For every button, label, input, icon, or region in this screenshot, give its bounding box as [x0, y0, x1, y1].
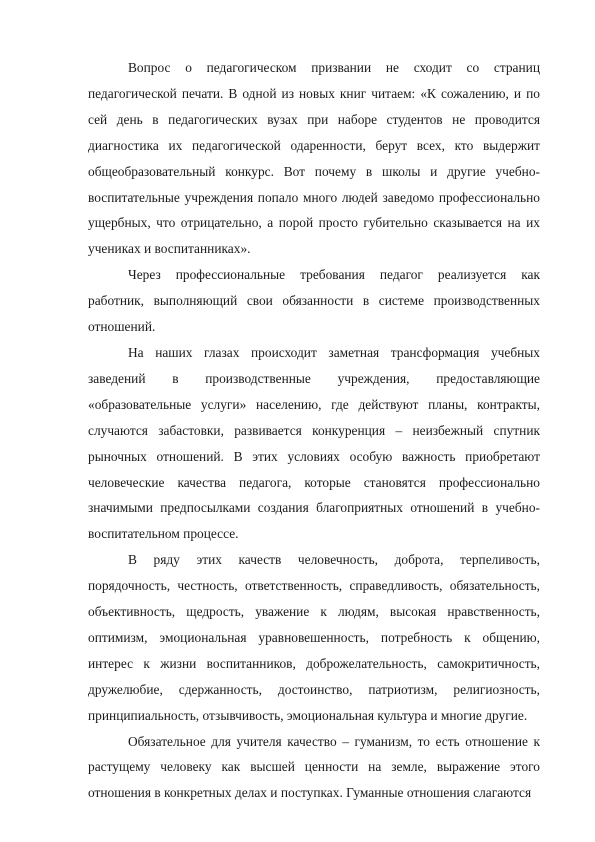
- paragraph-transformation: На наших глазах происходит заметная трансформация учебных заведений в производственные учреждения, предоставляющие «образовательные услуги» населению, где действуют планы, контракты, случаются забастовки, развивается конкуренция – неизбежный спутник рыночных отношений. В этих условиях особую важность приобретают человеческие качества педагога, которые становятся профессионально значимыми предпосылками создания благоприятных отношений в учебно-воспитательном процессе.: [88, 344, 540, 542]
- paragraph-qualities-list: В ряду этих качеств человечность, доброта, терпеливость, порядочность, честность, ответственность, справедливость, обязательность, объективность, щедрость, уважение к людям, высокая нравственность, оптимизм, эмоциональная уравновешенность, потребность к общению, интерес к жизни воспитанников, доброжелательность, самокритичность, дружелюбие, сдержанность, достоинство, патриотизм, религиозность, принципиальность, отзывчивость, эмоциональная культура и многие другие.: [88, 552, 540, 723]
- paragraph-humanism: Обязательное для учителя качество – гуманизм, то есть отношение к растущему человеку как высшей ценности на земле, выражение этого отношения в конкретных делах и поступках. Гуманные отношения слагаются: [88, 733, 540, 801]
- paragraph-professional-requirements: Через профессиональные требования педагог реализуется как работник, выполняющий свои обязанности в системе производственных отношений.: [88, 267, 540, 335]
- paragraph-pedagogical-calling: Вопрос о педагогическом призвании не сходит со страниц педагогической печати. В одной из новых книг читаем: «К сожалению, и по сей день в педагогических вузах при наборе студентов не проводится диагностика их педагогической одаренности, берут всех, кто выдержит общеобразовательный конкурс. Вот почему в школы и другие учебно-воспитательные учреждения попало много людей заведомо профессионально ущербных, что отрицательно, а порой просто губительно сказывается на их учениках и воспитанниках».: [88, 60, 540, 257]
- document-page: [88, 55, 540, 806]
